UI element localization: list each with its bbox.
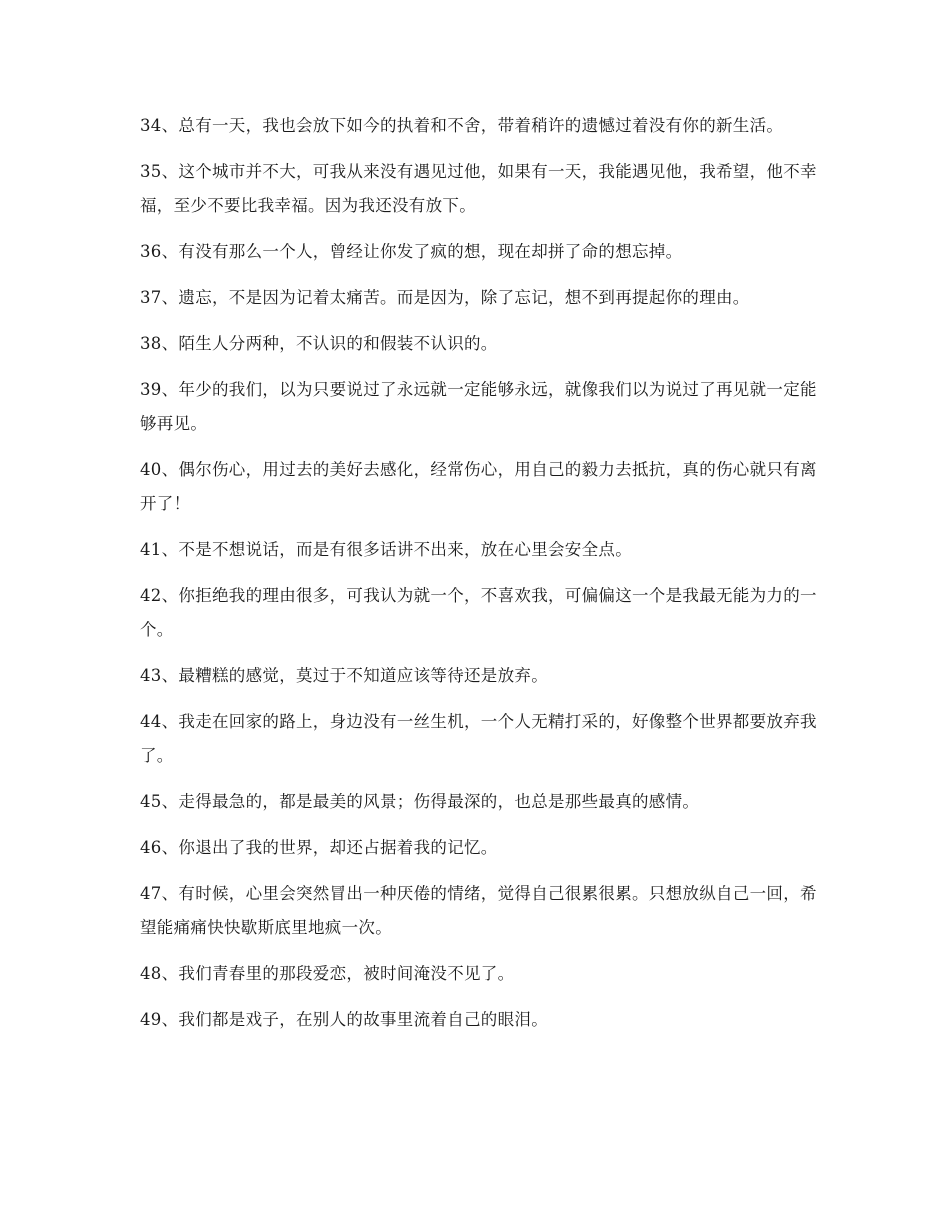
list-item: 47、有时候，心里会突然冒出一种厌倦的情绪，觉得自己很累很累。只想放纵自己一回，希望能痛痛快快歇斯底里地疯一次。 xyxy=(140,884,817,937)
list-item: 48、我们青春里的那段爱恋，被时间淹没不见了。 xyxy=(140,964,515,983)
list-item: 38、陌生人分两种，不认识的和假装不认识的。 xyxy=(140,334,498,353)
list-item: 49、我们都是戏子，在别人的故事里流着自己的眼泪。 xyxy=(140,1010,548,1029)
list-item: 40、偶尔伤心，用过去的美好去感化，经常伤心，用自己的毅力去抵抗，真的伤心就只有离开了！ xyxy=(140,460,817,513)
list-item: 36、有没有那么一个人，曾经让你发了疯的想，现在却拼了命的想忘掉。 xyxy=(140,242,683,261)
list-item: 45、走得最急的，都是最美的风景；伤得最深的，也总是那些最真的感情。 xyxy=(140,792,700,811)
list-item: 37、遗忘，不是因为记着太痛苦。而是因为，除了忘记，想不到再提起你的理由。 xyxy=(140,288,750,307)
list-item: 35、这个城市并不大，可我从来没有遇见过他，如果有一天，我能遇见他，我希望，他不幸福，至少不要比我幸福。因为我还没有放下。 xyxy=(140,162,817,215)
list-item: 42、你拒绝我的理由很多，可我认为就一个，不喜欢我，可偏偏这一个是我最无能为力的一个。 xyxy=(140,586,817,639)
list-item: 46、你退出了我的世界，却还占据着我的记忆。 xyxy=(140,838,498,857)
list-item: 44、我走在回家的路上，身边没有一丝生机，一个人无精打采的，好像整个世界都要放弃我了。 xyxy=(140,712,817,765)
quote-list xyxy=(140,109,820,1049)
list-item: 39、年少的我们，以为只要说过了永远就一定能够永远，就像我们以为说过了再见就一定能够再见。 xyxy=(140,380,817,433)
list-item: 43、最糟糕的感觉，莫过于不知道应该等待还是放弃。 xyxy=(140,666,548,685)
list-item: 41、不是不想说话，而是有很多话讲不出来，放在心里会安全点。 xyxy=(140,540,632,559)
list-item: 34、总有一天，我也会放下如今的执着和不舍，带着稍许的遗憾过着没有你的新生活。 xyxy=(140,116,784,135)
